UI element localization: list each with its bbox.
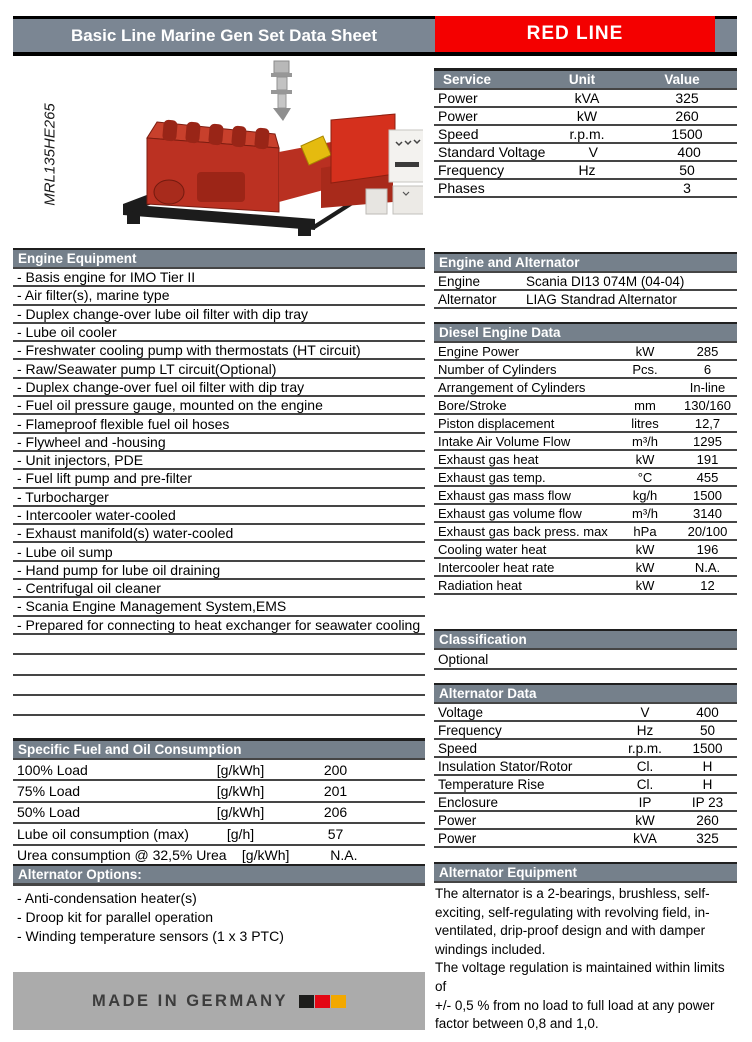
row-value: 12 xyxy=(700,577,715,593)
row-unit: r.p.m. xyxy=(569,126,605,142)
item-text: - Fuel oil pressure gauge, mounted on the engine xyxy=(17,397,323,414)
row-value: 50 xyxy=(679,162,695,178)
row-value: 1295 xyxy=(693,433,722,449)
row-unit: V xyxy=(588,144,598,160)
row-label: Alternator xyxy=(438,291,497,307)
diesel-engine-data-table xyxy=(434,322,737,595)
item-text: - Prepared for connecting to heat exchanger for seawater cooling xyxy=(17,616,421,633)
row-label: Cooling water heat xyxy=(438,541,547,557)
row-unit: Cl. xyxy=(636,776,654,792)
empty-row xyxy=(13,655,425,675)
row-unit: m³/h xyxy=(632,505,658,521)
item-text: - Air filter(s), marine type xyxy=(17,287,170,304)
row-unit: °C xyxy=(637,469,653,485)
list-item xyxy=(13,562,425,580)
table-row xyxy=(434,162,737,180)
item-text: - Flywheel and -housing xyxy=(17,433,166,450)
row-label: Speed xyxy=(438,126,479,142)
row-value: 206 xyxy=(323,804,348,821)
item-text: - Raw/Seawater pump LT circuit(Optional) xyxy=(17,360,277,377)
row-unit: kW xyxy=(635,343,655,359)
made-in-germany-banner xyxy=(13,972,425,1030)
item-text: - Fuel lift pump and pre-filter xyxy=(17,470,193,487)
text-line: ventilated, drip-proof design and with damper xyxy=(435,923,706,939)
row-label: Intake Air Volume Flow xyxy=(438,433,571,449)
row-unit: hPa xyxy=(633,523,657,539)
engine-equipment-table xyxy=(13,248,425,716)
list-item xyxy=(13,489,425,507)
row-unit: kg/h xyxy=(632,487,658,503)
row-label: 75% Load xyxy=(17,783,81,800)
table-row xyxy=(13,824,425,845)
list-item xyxy=(13,397,425,415)
table-row xyxy=(434,577,737,595)
engine-and-alternator-table xyxy=(434,252,737,309)
section-title: Diesel Engine Data xyxy=(434,322,737,343)
list-item xyxy=(13,470,425,488)
fuel-consumption-table xyxy=(13,738,425,867)
section-title: Engine and Alternator xyxy=(434,252,737,273)
list-item xyxy=(13,415,425,433)
row-value: H xyxy=(702,758,713,774)
list-item: - Anti-condensation heater(s) xyxy=(17,890,197,906)
item-text: - Freshwater cooling pump with thermostats (HT circuit) xyxy=(17,342,361,359)
table-row xyxy=(13,781,425,802)
row-label: Power xyxy=(438,830,477,846)
row-unit: [g/h] xyxy=(226,825,255,842)
made-in-germany-label: MADE IN GERMANY xyxy=(91,991,289,1010)
table-row xyxy=(434,505,737,523)
section-title: Alternator Data xyxy=(434,683,737,704)
row-label: Power xyxy=(438,90,478,106)
classification-table xyxy=(434,629,737,670)
row-label: Bore/Stroke xyxy=(438,397,507,413)
table-row xyxy=(434,108,737,126)
list-item xyxy=(13,452,425,470)
item-text: - Lube oil sump xyxy=(17,543,113,560)
item-text: - Lube oil cooler xyxy=(17,324,117,341)
row-unit: m³/h xyxy=(632,433,658,449)
row-label: Phases xyxy=(438,180,485,196)
table-row xyxy=(434,794,737,812)
row-label: Urea consumption @ 32,5% Urea xyxy=(17,847,227,864)
table-row xyxy=(434,487,737,505)
row-unit: Pcs. xyxy=(632,361,658,377)
row-label: Speed xyxy=(438,740,478,756)
row-value: 325 xyxy=(675,90,699,106)
row-label: Exhaust gas back press. max xyxy=(438,523,608,539)
classification-value: Optional xyxy=(438,651,489,667)
item-text: - Unit injectors, PDE xyxy=(17,452,144,469)
row-value: 20/100 xyxy=(687,523,728,539)
row-unit: Cl. xyxy=(636,758,654,774)
text-line: The alternator is a 2-bearings, brushless, self- xyxy=(435,886,710,901)
empty-row xyxy=(13,676,425,696)
row-label: Exhaust gas temp. xyxy=(438,469,546,485)
row-value: 1500 xyxy=(692,740,723,756)
row-unit: kW xyxy=(635,812,655,828)
row-label: Exhaust gas volume flow xyxy=(438,505,582,521)
title-bar xyxy=(13,16,737,56)
row-unit: mm xyxy=(634,397,656,413)
row-unit: kW xyxy=(635,559,655,575)
alternator-equipment-text xyxy=(434,883,737,1034)
row-value: 196 xyxy=(696,541,719,557)
item-text: - Flameproof flexible fuel oil hoses xyxy=(17,415,230,432)
row-value: LIAG Standrad Alternator xyxy=(526,291,677,307)
row-value: 3 xyxy=(683,180,691,196)
table-row xyxy=(434,90,737,108)
row-value: 201 xyxy=(323,783,348,800)
table-row xyxy=(434,180,737,198)
row-unit: kW xyxy=(635,577,655,593)
row-value: 285 xyxy=(696,343,719,359)
engine-block xyxy=(147,119,279,212)
service-table-header xyxy=(434,68,737,90)
alternator-equipment-section xyxy=(434,862,737,1034)
table-row xyxy=(434,433,737,451)
table-row xyxy=(434,273,737,291)
row-label: Enclosure xyxy=(438,794,499,810)
list-item xyxy=(13,379,425,397)
table-row xyxy=(13,760,425,781)
flag-red-block xyxy=(315,995,330,1008)
row-value: 1500 xyxy=(693,487,722,503)
col-service: Service xyxy=(443,72,492,87)
row-label: Frequency xyxy=(438,162,505,178)
row-value: 200 xyxy=(323,761,348,778)
model-code: MRL135HE265 xyxy=(41,103,59,206)
list-item xyxy=(13,543,425,561)
text-line: factor between 0,8 and 1,0. xyxy=(435,1016,599,1032)
page-title: Basic Line Marine Gen Set Data Sheet xyxy=(70,26,378,45)
list-item xyxy=(13,434,425,452)
list-item xyxy=(13,525,425,543)
row-unit: kW xyxy=(635,541,655,557)
list-item xyxy=(13,598,425,616)
text-line: +/- 0,5 % from no load to full load at any power xyxy=(435,997,715,1013)
row-value: 3140 xyxy=(693,505,722,521)
row-value: In-line xyxy=(689,379,726,395)
table-row xyxy=(434,650,737,670)
row-value: 50 xyxy=(699,722,716,738)
row-label: Power xyxy=(438,108,478,124)
item-text: - Centrifugal oil cleaner xyxy=(17,580,161,597)
row-value: N.A. xyxy=(694,559,721,575)
table-row xyxy=(434,740,737,758)
row-unit: Hz xyxy=(636,722,654,738)
table-row xyxy=(434,541,737,559)
row-label: 100% Load xyxy=(17,761,88,778)
item-text: - Hand pump for lube oil draining xyxy=(17,561,221,578)
row-label: Insulation Stator/Rotor xyxy=(438,758,573,774)
row-unit: kVA xyxy=(574,90,600,106)
item-text: - Scania Engine Management System,EMS xyxy=(17,598,287,615)
row-label: Voltage xyxy=(438,704,484,720)
row-unit: [g/kWh] xyxy=(216,783,265,800)
row-unit: [g/kWh] xyxy=(241,847,290,864)
table-row xyxy=(434,397,737,415)
table-row xyxy=(434,361,737,379)
row-value: 455 xyxy=(696,469,719,485)
list-item: - Winding temperature sensors (1 x 3 PTC) xyxy=(17,928,284,944)
row-value: 1500 xyxy=(671,126,703,142)
table-row xyxy=(434,144,737,162)
row-unit: [g/kWh] xyxy=(216,761,265,778)
alternator-options-section xyxy=(13,864,425,946)
service-table xyxy=(434,68,737,198)
text-line: The voltage regulation is maintained within limits of xyxy=(435,960,725,994)
row-value: 260 xyxy=(675,108,699,124)
row-label: Number of Cylinders xyxy=(438,361,557,377)
row-value: 400 xyxy=(677,144,701,160)
list-item xyxy=(13,617,425,635)
table-row xyxy=(434,469,737,487)
brand-badge xyxy=(435,16,715,52)
list-item xyxy=(13,360,425,378)
table-row xyxy=(434,722,737,740)
row-value: 191 xyxy=(696,451,719,467)
table-row xyxy=(434,776,737,794)
row-unit: V xyxy=(640,704,650,720)
row-value: 6 xyxy=(703,361,712,377)
alternator-data-table xyxy=(434,683,737,848)
row-value: H xyxy=(702,776,713,792)
item-text: - Duplex change-over lube oil filter with dip tray xyxy=(17,305,309,322)
row-label: Engine xyxy=(438,273,481,289)
row-value: 57 xyxy=(327,825,344,842)
item-text: - Turbocharger xyxy=(17,488,109,505)
list-item: - Droop kit for parallel operation xyxy=(17,909,214,925)
col-unit: Unit xyxy=(568,72,596,87)
list-item xyxy=(13,324,425,342)
list-item xyxy=(13,306,425,324)
brand-label: RED LINE xyxy=(526,23,624,44)
flag-black-block xyxy=(299,995,314,1008)
list-item xyxy=(13,507,425,525)
row-unit: kW xyxy=(576,108,598,124)
list-item xyxy=(13,342,425,360)
row-label: Lube oil consumption (max) xyxy=(17,825,189,842)
row-value: N.A. xyxy=(330,847,358,864)
empty-row xyxy=(13,635,425,655)
row-label: Arrangement of Cylinders xyxy=(438,379,586,395)
list-item xyxy=(13,580,425,598)
section-title: Alternator Options: xyxy=(13,864,425,886)
row-unit: r.p.m. xyxy=(628,740,662,756)
row-value: 130/160 xyxy=(684,397,731,413)
row-label: Radiation heat xyxy=(438,577,522,593)
row-label: 50% Load xyxy=(17,804,81,821)
row-label: Power xyxy=(438,812,477,828)
germany-flag-icon xyxy=(298,995,346,1008)
row-value: IP 23 xyxy=(691,794,724,810)
row-value: Scania DI13 074M (04-04) xyxy=(526,273,685,289)
row-unit: IP xyxy=(638,794,652,810)
row-value: 325 xyxy=(696,830,719,846)
item-text: - Basis engine for IMO Tier II xyxy=(17,269,196,286)
row-label: Intercooler heat rate xyxy=(438,559,555,575)
text-line: exciting, self-regulating with revolving field, in- xyxy=(435,904,710,920)
item-text: - Intercooler water-cooled xyxy=(17,507,176,523)
row-unit: kW xyxy=(635,451,655,467)
table-row xyxy=(434,291,737,309)
table-row xyxy=(434,126,737,144)
row-value: 12,7 xyxy=(694,415,721,431)
table-row xyxy=(434,704,737,722)
row-label: Exhaust gas heat xyxy=(438,451,539,467)
row-unit: [g/kWh] xyxy=(216,804,265,821)
text-line: windings included. xyxy=(435,941,546,957)
table-row xyxy=(13,803,425,824)
table-row xyxy=(434,812,737,830)
section-title: Specific Fuel and Oil Consumption xyxy=(13,738,425,760)
row-unit: Hz xyxy=(578,162,596,178)
flag-gold-block xyxy=(331,995,346,1008)
row-label: Piston displacement xyxy=(438,415,555,431)
table-row xyxy=(434,758,737,776)
table-row xyxy=(434,830,737,848)
exhaust-stack-icon xyxy=(271,61,292,121)
row-value: 260 xyxy=(696,812,719,828)
row-label: Frequency xyxy=(438,722,502,738)
row-value: 400 xyxy=(696,704,719,720)
row-unit: kVA xyxy=(633,830,657,846)
col-value: Value xyxy=(664,72,700,87)
row-label: Exhaust gas mass flow xyxy=(438,487,571,503)
table-row xyxy=(434,343,737,361)
table-row xyxy=(434,559,737,577)
empty-row xyxy=(13,696,425,716)
row-label: Temperature Rise xyxy=(438,776,545,792)
item-text: - Exhaust manifold(s) water-cooled xyxy=(17,525,234,542)
row-label: Engine Power xyxy=(438,343,519,359)
list-item xyxy=(13,269,425,287)
section-title: Classification xyxy=(434,629,737,650)
genset-illustration xyxy=(103,56,423,244)
section-title: Engine Equipment xyxy=(13,248,425,269)
row-label: Standard Voltage xyxy=(438,144,546,160)
row-unit: litres xyxy=(631,415,659,431)
table-row xyxy=(434,451,737,469)
list-item xyxy=(13,287,425,305)
table-row xyxy=(434,379,737,397)
table-row xyxy=(434,415,737,433)
table-row xyxy=(434,523,737,541)
item-text: - Duplex change-over fuel oil filter with dip tray xyxy=(17,378,305,395)
section-title: Alternator Equipment xyxy=(434,862,737,883)
